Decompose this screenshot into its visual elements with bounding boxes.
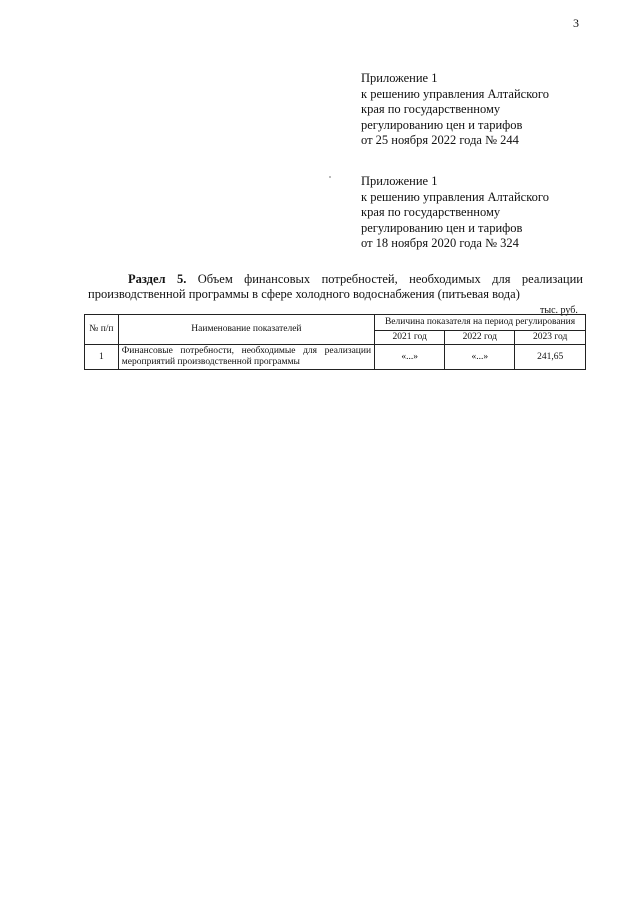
scan-mark <box>329 176 331 178</box>
header-indicator-name: Наименование показателей <box>118 315 374 345</box>
section-label: Раздел 5. <box>128 272 187 286</box>
appendix-line: регулированию цен и тарифов <box>361 117 523 132</box>
appendix-line: края по государственному <box>361 205 501 219</box>
header-year-2023: 2023 год <box>515 331 586 345</box>
appendix-header-original <box>361 174 611 252</box>
section-title-part-1: Объем финансовых потребностей, необходимых для реализации <box>197 272 583 286</box>
appendix-line: к решению управления Алтайского <box>361 189 549 204</box>
header-number: № п/п <box>85 315 119 345</box>
appendix-line: Приложение 1 <box>361 174 438 188</box>
row-value-2022: «...» <box>445 345 515 370</box>
page-number: 3 <box>573 16 579 30</box>
appendix-line: от 25 ноября 2022 года № 244 <box>361 133 519 147</box>
table-header-row <box>85 315 586 331</box>
section-heading-line-1 <box>88 272 583 287</box>
row-value-2023: 241,65 <box>515 345 586 370</box>
units-label: тыс. руб. <box>540 305 578 316</box>
row-indicator-name: Финансовые потребности, необходимые для реализации мероприятий производственной программы <box>118 345 374 370</box>
appendix-line: от 18 ноября 2020 года № 324 <box>361 236 519 250</box>
header-year-2021: 2021 год <box>375 331 445 345</box>
section-title-part-2: производственной программы в сфере холодного водоснабжения (питьевая вода) <box>88 287 520 301</box>
section-heading <box>88 272 583 302</box>
appendix-header-current <box>361 71 611 149</box>
header-year-2022: 2022 год <box>445 331 515 345</box>
appendix-line: Приложение 1 <box>361 71 438 85</box>
financial-needs-table <box>84 314 586 370</box>
appendix-line: края по государственному <box>361 102 501 116</box>
appendix-line: регулированию цен и тарифов <box>361 220 523 235</box>
appendix-line: к решению управления Алтайского <box>361 86 549 101</box>
row-value-2021: «...» <box>375 345 445 370</box>
header-period: Величина показателя на период регулирования <box>375 315 586 331</box>
row-number: 1 <box>85 345 119 370</box>
table-row <box>85 345 586 370</box>
